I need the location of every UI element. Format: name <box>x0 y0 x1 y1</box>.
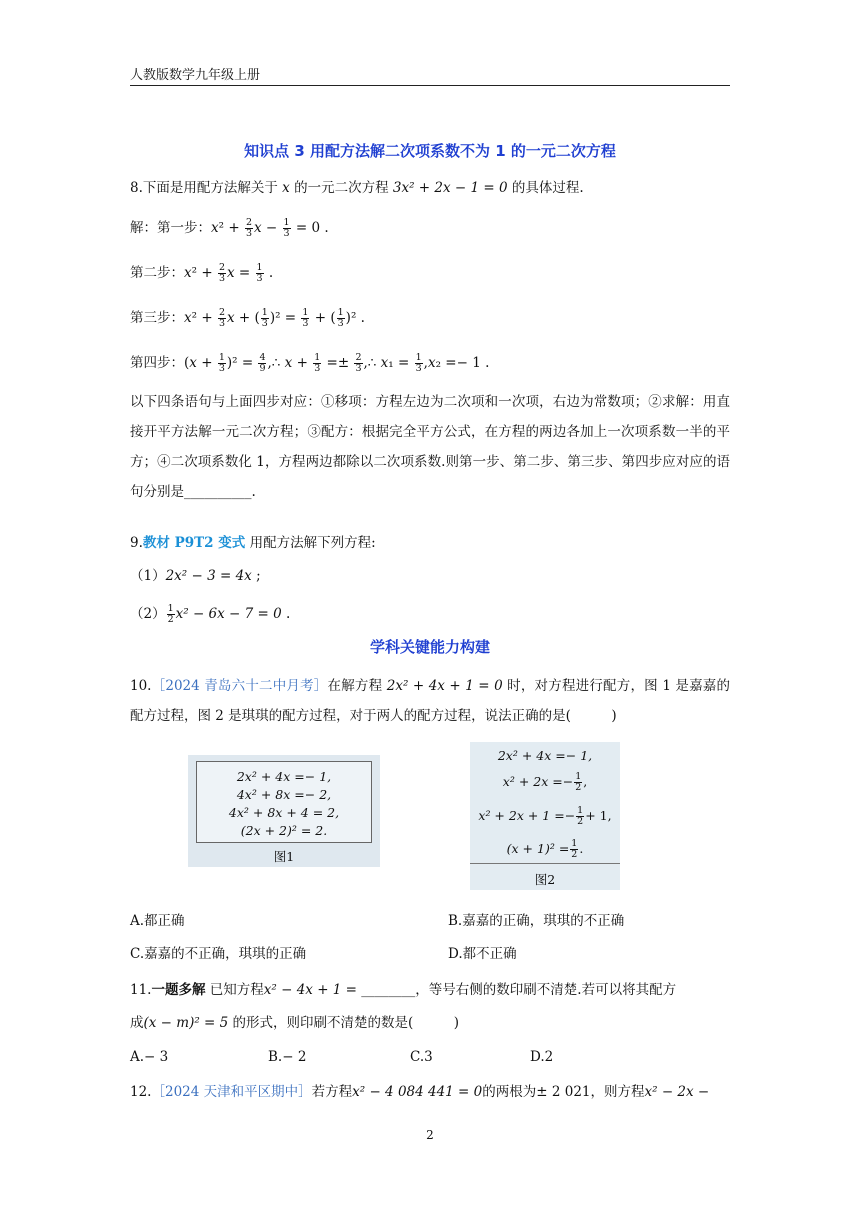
section-title-ability: 学科关键能力构建 <box>369 638 490 656</box>
q11-option-b: B.− 2 <box>268 1049 307 1065</box>
header-divider <box>130 85 730 86</box>
q9-part2: （2） $\frac{1}{2}$ x² − 6x − 7 = 0 . <box>130 603 291 625</box>
q8-step4: 第四步：(x + $\frac{1}{3}$ )² = $\frac{4}{9}$ ,∴ x + $\frac{1}{3}$ =± $\frac{2}{3}$ ,∴ x₁ = $\frac{1}{3}$ ,x₂ =− 1 . <box>130 352 490 374</box>
fig1-line: 4x² + 8x =− 2, <box>236 787 332 802</box>
section-title-knowledge-3: 知识点 3 用配方法解二次项系数不为 1 的一元二次方程 <box>244 142 616 160</box>
q11-prompt-line2: 成(x − m)² = 5 的形式，则印刷不清楚的数是( ) <box>130 1015 460 1031</box>
q10-option-c: C.嘉嘉的不正确，琪琪的正确 <box>130 946 307 962</box>
q8-step1: 解：第一步：x² + $\frac{2}{3}$ x − $\frac{1}{3}$ = 0 . <box>130 217 329 239</box>
q10-option-b: B.嘉嘉的正确，琪琪的不正确 <box>448 913 625 929</box>
q10-source: ［2024 青岛六十二中月考］ <box>151 678 328 694</box>
page-header: 人教版数学九年级上册 <box>130 68 261 83</box>
fig1-line: (2x + 2)² = 2. <box>240 823 328 838</box>
figure-1-box <box>196 761 372 843</box>
figure-1 <box>188 755 380 867</box>
q11-option-a: A.− 3 <box>130 1049 169 1065</box>
q8-description: 以下四条语句与上面四步对应：①移项：方程左边为二次项和一次项，右边为常数项；②求解：用直接开平方法解一元二次方程；③配方：根据完全平方公式，在方程的两边各加上一次项系数一半的平方；④二次项系数化 1，方程两边都除以二次项系数.则第一步、第二步、第三步、第四步应对应的语句分别是__________. <box>130 394 730 500</box>
fig2-line: x² + 2x + 1 =− $\frac{1}{2}$ + 1, <box>478 805 612 827</box>
q12-source: ［2024 天津和平区期中］ <box>151 1084 312 1100</box>
fig1-line: 2x² + 4x =− 1, <box>236 769 332 784</box>
fig2-line: 2x² + 4x =− 1, <box>497 748 593 763</box>
q10-prompt: 10.［2024 青岛六十二中月考］在解方程 2x² + 4x + 1 = 0 时，对方程进行配方，图 1 是嘉嘉的配方过程，图 2 是琪琪的配方过程，对于两人的配方过程，说法正确的是( ) <box>130 678 730 724</box>
fig2-line: x² + 2x =− $\frac{1}{2}$ , <box>502 771 588 793</box>
figure-2 <box>470 742 620 890</box>
fig1-line: 4x² + 8x + 4 = 2, <box>228 805 340 820</box>
q8-step3: 第三步：x² + $\frac{2}{3}$ x + ( $\frac{1}{3}$ )² = $\frac{1}{3}$ + ( $\frac{1}{3}$ )² . <box>130 307 365 329</box>
q11-option-d: D.2 <box>530 1049 554 1065</box>
page-number: 2 <box>426 1128 434 1142</box>
q8-intro: 8.下面是用配方法解关于 x 的一元二次方程 3x² + 2x − 1 = 0 的具体过程. <box>130 180 584 196</box>
figure-2-caption: 图2 <box>534 872 556 887</box>
q9-prompt: 9.教材 P9T2 变式 用配方法解下列方程: <box>130 535 376 551</box>
q9-tag: 教材 P9T2 变式 <box>142 535 246 551</box>
q11-tag: 一题多解 <box>151 982 206 998</box>
q9-part1: （1）2x² − 3 = 4x ; <box>130 568 261 584</box>
q11-option-c: C.3 <box>410 1049 433 1065</box>
q10-option-a: A.都正确 <box>130 913 185 929</box>
figure-1-caption: 图1 <box>273 849 295 864</box>
q8-step2: 第二步：x² + $\frac{2}{3}$ x = $\frac{1}{3}$ . <box>130 262 274 284</box>
q11-prompt: 11.一题多解 已知方程x² − 4x + 1 = ________，等号右侧的数印刷不清楚.若可以将其配方 <box>130 982 677 998</box>
figure-2-divider <box>470 863 620 864</box>
q12-prompt: 12.［2024 天津和平区期中］若方程x² − 4 084 441 = 0的两根为± 2 021，则方程x² − 2x − <box>130 1084 710 1100</box>
fig2-line: (x + 1)² = $\frac{1}{2}$ . <box>506 838 584 860</box>
q10-option-d: D.都不正确 <box>448 946 517 962</box>
